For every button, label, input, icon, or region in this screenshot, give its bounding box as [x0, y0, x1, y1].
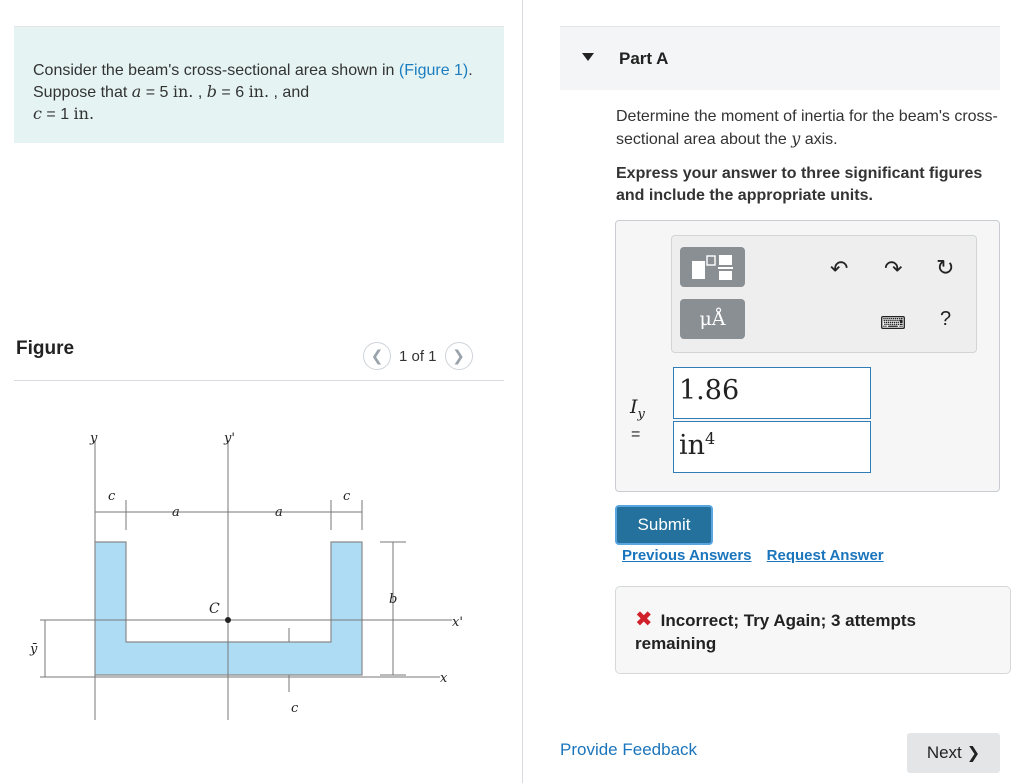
centroid-point	[225, 617, 231, 623]
problem-statement: Consider the beam's cross-sectional area shown in (Figure 1). Suppose that a = 5 in. , b = 6 in. , and c = 1 in.	[14, 27, 504, 143]
request-answer-link[interactable]: Request Answer	[766, 547, 884, 564]
instruction-text: Express your answer to three significant figures and include the appropriate units.	[616, 165, 983, 204]
answer-links	[622, 547, 895, 564]
reset-icon[interactable]: ↻	[936, 255, 955, 280]
figure-link[interactable]: (Figure 1)	[398, 62, 469, 79]
label-c-right: c	[343, 489, 351, 504]
figure-pager	[363, 342, 473, 370]
undo-icon[interactable]: ↶	[830, 256, 849, 281]
chevron-right-icon: ❯	[966, 745, 981, 762]
template-icon[interactable]	[680, 247, 745, 287]
label-b: b	[389, 592, 398, 607]
keyboard-icon[interactable]: ⌨	[880, 313, 906, 333]
provide-feedback-link[interactable]: Provide Feedback	[560, 740, 698, 759]
redo-icon[interactable]: ↷	[884, 256, 903, 281]
answer-equals: =	[631, 426, 641, 443]
caret-down-icon[interactable]	[582, 53, 594, 61]
error-icon: ✖	[635, 608, 653, 631]
next-button[interactable]: Next ❯	[907, 733, 1000, 773]
chevron-right-icon[interactable]: ❯	[445, 342, 473, 370]
feedback-message: ✖ Incorrect; Try Again; 3 attempts remaining	[615, 586, 1011, 674]
label-y: y	[90, 431, 98, 446]
part-a-title: Part A	[619, 49, 669, 68]
label-x: x	[440, 671, 448, 686]
label-x-prime: x'	[452, 615, 463, 630]
label-centroid: C	[209, 601, 220, 617]
label-c-left: c	[108, 489, 116, 504]
units-button[interactable]: μÅ	[680, 299, 745, 339]
label-c-bottom: c	[291, 701, 299, 716]
figure-page-count: 1 of 1	[399, 347, 437, 365]
figure-title: Figure	[16, 338, 75, 359]
label-y-prime: y'	[224, 431, 235, 446]
part-a-header[interactable]	[560, 27, 1000, 90]
answer-label: $I_y$	[630, 396, 645, 422]
part-a-panel	[523, 0, 1024, 783]
label-a-left: a	[172, 505, 180, 520]
label-ybar: ȳ	[30, 642, 38, 657]
answer-unit-input[interactable]: $in^4$	[673, 421, 871, 473]
problem-intro-text: Consider the beam's cross-sectional area shown in	[33, 62, 395, 79]
template-icon	[689, 252, 737, 282]
answer-value-input[interactable]: 1.86	[673, 367, 871, 419]
answer-box	[615, 220, 1000, 492]
beam-figure	[20, 420, 480, 740]
submit-button[interactable]: Submit	[615, 505, 713, 545]
math-toolbar	[671, 235, 977, 353]
help-icon[interactable]: ?	[940, 308, 952, 330]
divider-line	[14, 380, 504, 381]
chevron-left-icon[interactable]: ❮	[363, 342, 391, 370]
label-a-right: a	[275, 505, 283, 520]
previous-answers-link[interactable]: Previous Answers	[622, 547, 752, 564]
question-text: Determine the moment of inertia for the beam's cross-sectional area about the y axis.	[616, 108, 998, 148]
